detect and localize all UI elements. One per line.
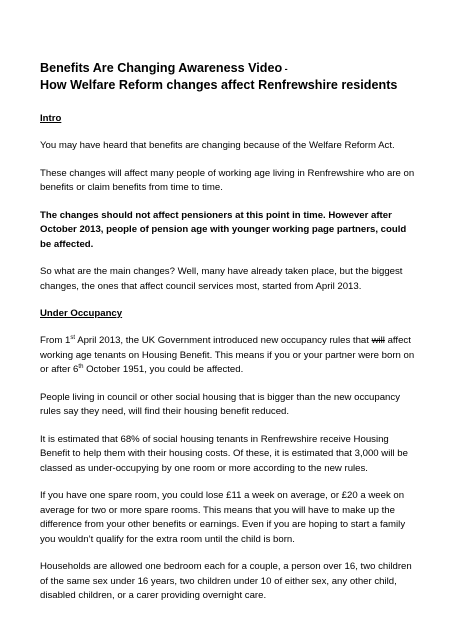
under-occupancy-paragraph-4: If you have one spare room, you could lose £11 a week on average, or £20 a week on average for two or more spare rooms. This means that you will have to make up the difference from your other benefits or earnings. Even if you are hoping to start a family you wouldn’t qualify for the extra room until the child is born. <box>40 490 406 545</box>
section-heading-under-occupancy: Under Occupancy <box>40 308 123 319</box>
under-occupancy-paragraph-3: It is estimated that 68% of social housing tenants in Renfrewshire receive Housing Benefit to help them with their housing costs. Of these, it is estimated that 3,000 will be classed as under-occupying by one room or more according to the new rules. <box>40 433 408 474</box>
title-line-1 <box>40 60 415 77</box>
document-page <box>40 60 415 604</box>
under-occupancy-paragraph-5: Households are allowed one bedroom each for a couple, a person over 16, two children of the same sex under 16 years, two children under 10 of either sex, any other child, disabled children, or a carer providing overnight care. <box>40 561 412 601</box>
intro-paragraph-pensioners: The changes should not affect pensioners at this point in time. However after October 2013, people of pension age with younger working page partners, could be affected. <box>40 209 407 250</box>
p1-text-b: April 2013, the UK Government introduced new occupancy rules that <box>75 335 372 346</box>
intro-paragraph-2: These changes will affect many people of working age living in Renfrewshire who are on benefits or claim benefits from time to time. <box>40 167 415 193</box>
p1-superscript-th: th <box>78 364 84 370</box>
intro-paragraph-4: So what are the main changes? Well, many have already taken place, but the biggest changes, the ones that affect council services most, started from April 2013. <box>40 266 403 292</box>
title-dash: - <box>282 64 288 74</box>
p1-struck-word: will <box>371 335 385 346</box>
document-title <box>40 60 415 93</box>
title-line-2: How Welfare Reform changes affect Renfrewshire residents <box>40 78 398 92</box>
p1-superscript-st: st <box>70 335 76 341</box>
section-heading-intro: Intro <box>40 113 62 124</box>
title-main-text: Benefits Are Changing Awareness Video <box>40 61 283 75</box>
under-occupancy-paragraph-2: People living in council or other social housing that is bigger than the new occupancy rules say they need, will find their housing benefit reduced. <box>40 391 400 417</box>
under-occupancy-paragraph-1 <box>40 334 415 378</box>
p1-text-a: From 1 <box>40 335 71 346</box>
p1-text-d: October 1951, you could be affected. <box>83 364 244 375</box>
p1-text-c: affect working age tenants on Housing Benefit. This means if you or your partner were born on or after 6 <box>40 335 415 375</box>
intro-paragraph-1: You may have heard that benefits are changing because of the Welfare Reform Act. <box>40 140 395 151</box>
